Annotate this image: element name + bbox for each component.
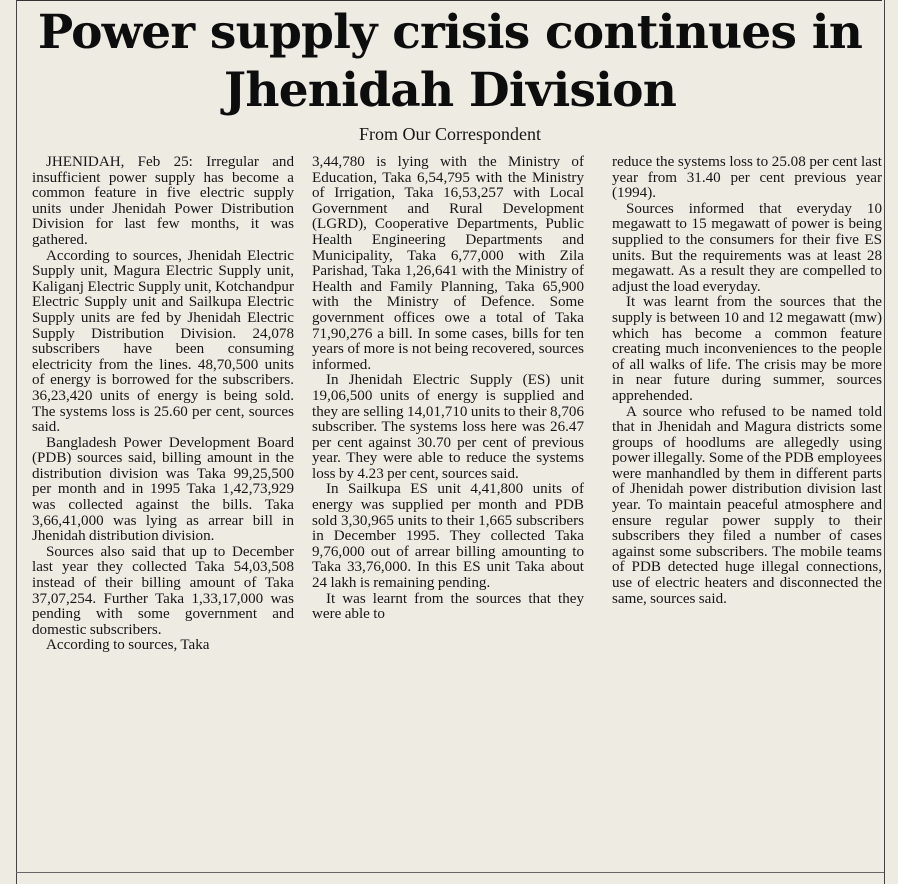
paragraph: According to sources, Taka xyxy=(46,637,210,654)
right-column-rule xyxy=(884,0,885,884)
paragraph: A source who refused to be named told that in Jhenidah and Magura districts some groups of hoodlums are allegedly using power illegally. Some of the PDB employees were manhandled by them in different parts of Jhenidah power distribution division last year. To maintain peaceful atmosphere and ensure regular power supply to their subscribers they filed a number of cases against some subscribers. The mobile teams of PDB detected huge illegal connections, use of electric heaters and disconnected the same, sources said. xyxy=(612,403,882,607)
paragraph: According to sources, Jhenidah Electric Supply unit, Magura Electric Supply unit, Kaliganj Electric Supply unit, Kotchandpur Electric Supply unit and Sailkupa Electric Supply units are fed by Jhenidah Electric Supply Distribution Division. 24,078 subscribers have been consuming electricity from the lines. 48,70,500 units of energy is borrowed for the subscribers. 36,23,420 units of energy is being sold. The systems loss is 25.60 per cent, sources said. xyxy=(32,247,294,436)
paragraph-continued: reduce the systems loss to 25.08 per cent last year from 31.40 per cent previous year (1994). xyxy=(612,154,882,202)
paragraph-continued: 3,44,780 is lying with the Ministry of Education, Taka 6,54,795 with the Ministry of Irrigation, Taka 16,53,257 with Local Government and Rural Development (LGRD), Cooperative Departments, Public Health Engineering Departments and Municipality, Taka 6,77,000 with Zila Parishad, Taka 1,26,641 with the Ministry of Health and Family Planning, Taka 65,900 with the Ministry of Defence. Some government offices owe a total of Taka 71,90,276 a bill. In some cases, bills for ten years of more is not being recovered, sources informed. xyxy=(312,154,584,373)
paragraph: It was learnt from the sources that they were able to xyxy=(312,590,584,623)
column-3 xyxy=(612,155,882,607)
paragraph: Bangladesh Power Development Board (PDB) sources said, billing amount in the distribution division was Taka 99,25,500 per month and in 1995 Taka 1,42,73,929 was collected against the bills. Taka 3,66,41,000 was lying as arrear bill in Jhenidah distribution division. xyxy=(32,434,294,545)
headline: Power supply crisis continues in Jhenidah Division xyxy=(37,5,863,118)
column-1 xyxy=(32,155,294,654)
paragraph: Sources also said that up to December last year they collected Taka 54,03,508 instead of their billing amount of Taka 37,07,254. Further Taka 1,33,17,000 was pending with some government and domestic subscribers. xyxy=(32,543,294,638)
byline: From Our Correspondent xyxy=(359,124,541,144)
left-column-rule xyxy=(16,0,17,884)
paragraph: In Sailkupa ES unit 4,41,800 units of energy was supplied per month and PDB sold 3,30,965 units to their 1,665 subscribers in December 1995. They collected Taka 9,76,000 out of arrear billing amounting to Taka 33,76,000. In this ES unit Taka about 24 lakh is remaining pending. xyxy=(312,481,584,592)
paragraph: It was learnt from the sources that the supply is between 10 and 12 megawatt (mw) which has become a common feature creating much inconveniences to the people of all walks of life. The crisis may be more in near future during summer, sources apprehended. xyxy=(612,294,882,404)
paragraph: JHENIDAH, Feb 25: Irregular and insufficient power supply has become a common feature in five electric supply units under Jhenidah Power Distribution Division for last few months, it was gathered. xyxy=(32,154,294,248)
paragraph: Sources informed that everyday 10 megawatt to 15 megawatt of power is being supplied to the consumers for their five ES units. But the requirements was at least 28 megawatt. As a result they are compelled to adjust the load everyday. xyxy=(612,200,882,295)
paragraph: In Jhenidah Electric Supply (ES) unit 19,06,500 units of energy is supplied and they are selling 14,01,710 units to their 8,706 subscriber. The systems loss here was 26.47 per cent against 30.70 per cent of previous year. They were able to reduce the systems loss by 4.23 per cent, sources said. xyxy=(312,372,584,482)
column-2 xyxy=(312,155,584,623)
bottom-rule xyxy=(16,872,884,873)
top-border xyxy=(16,0,882,1)
